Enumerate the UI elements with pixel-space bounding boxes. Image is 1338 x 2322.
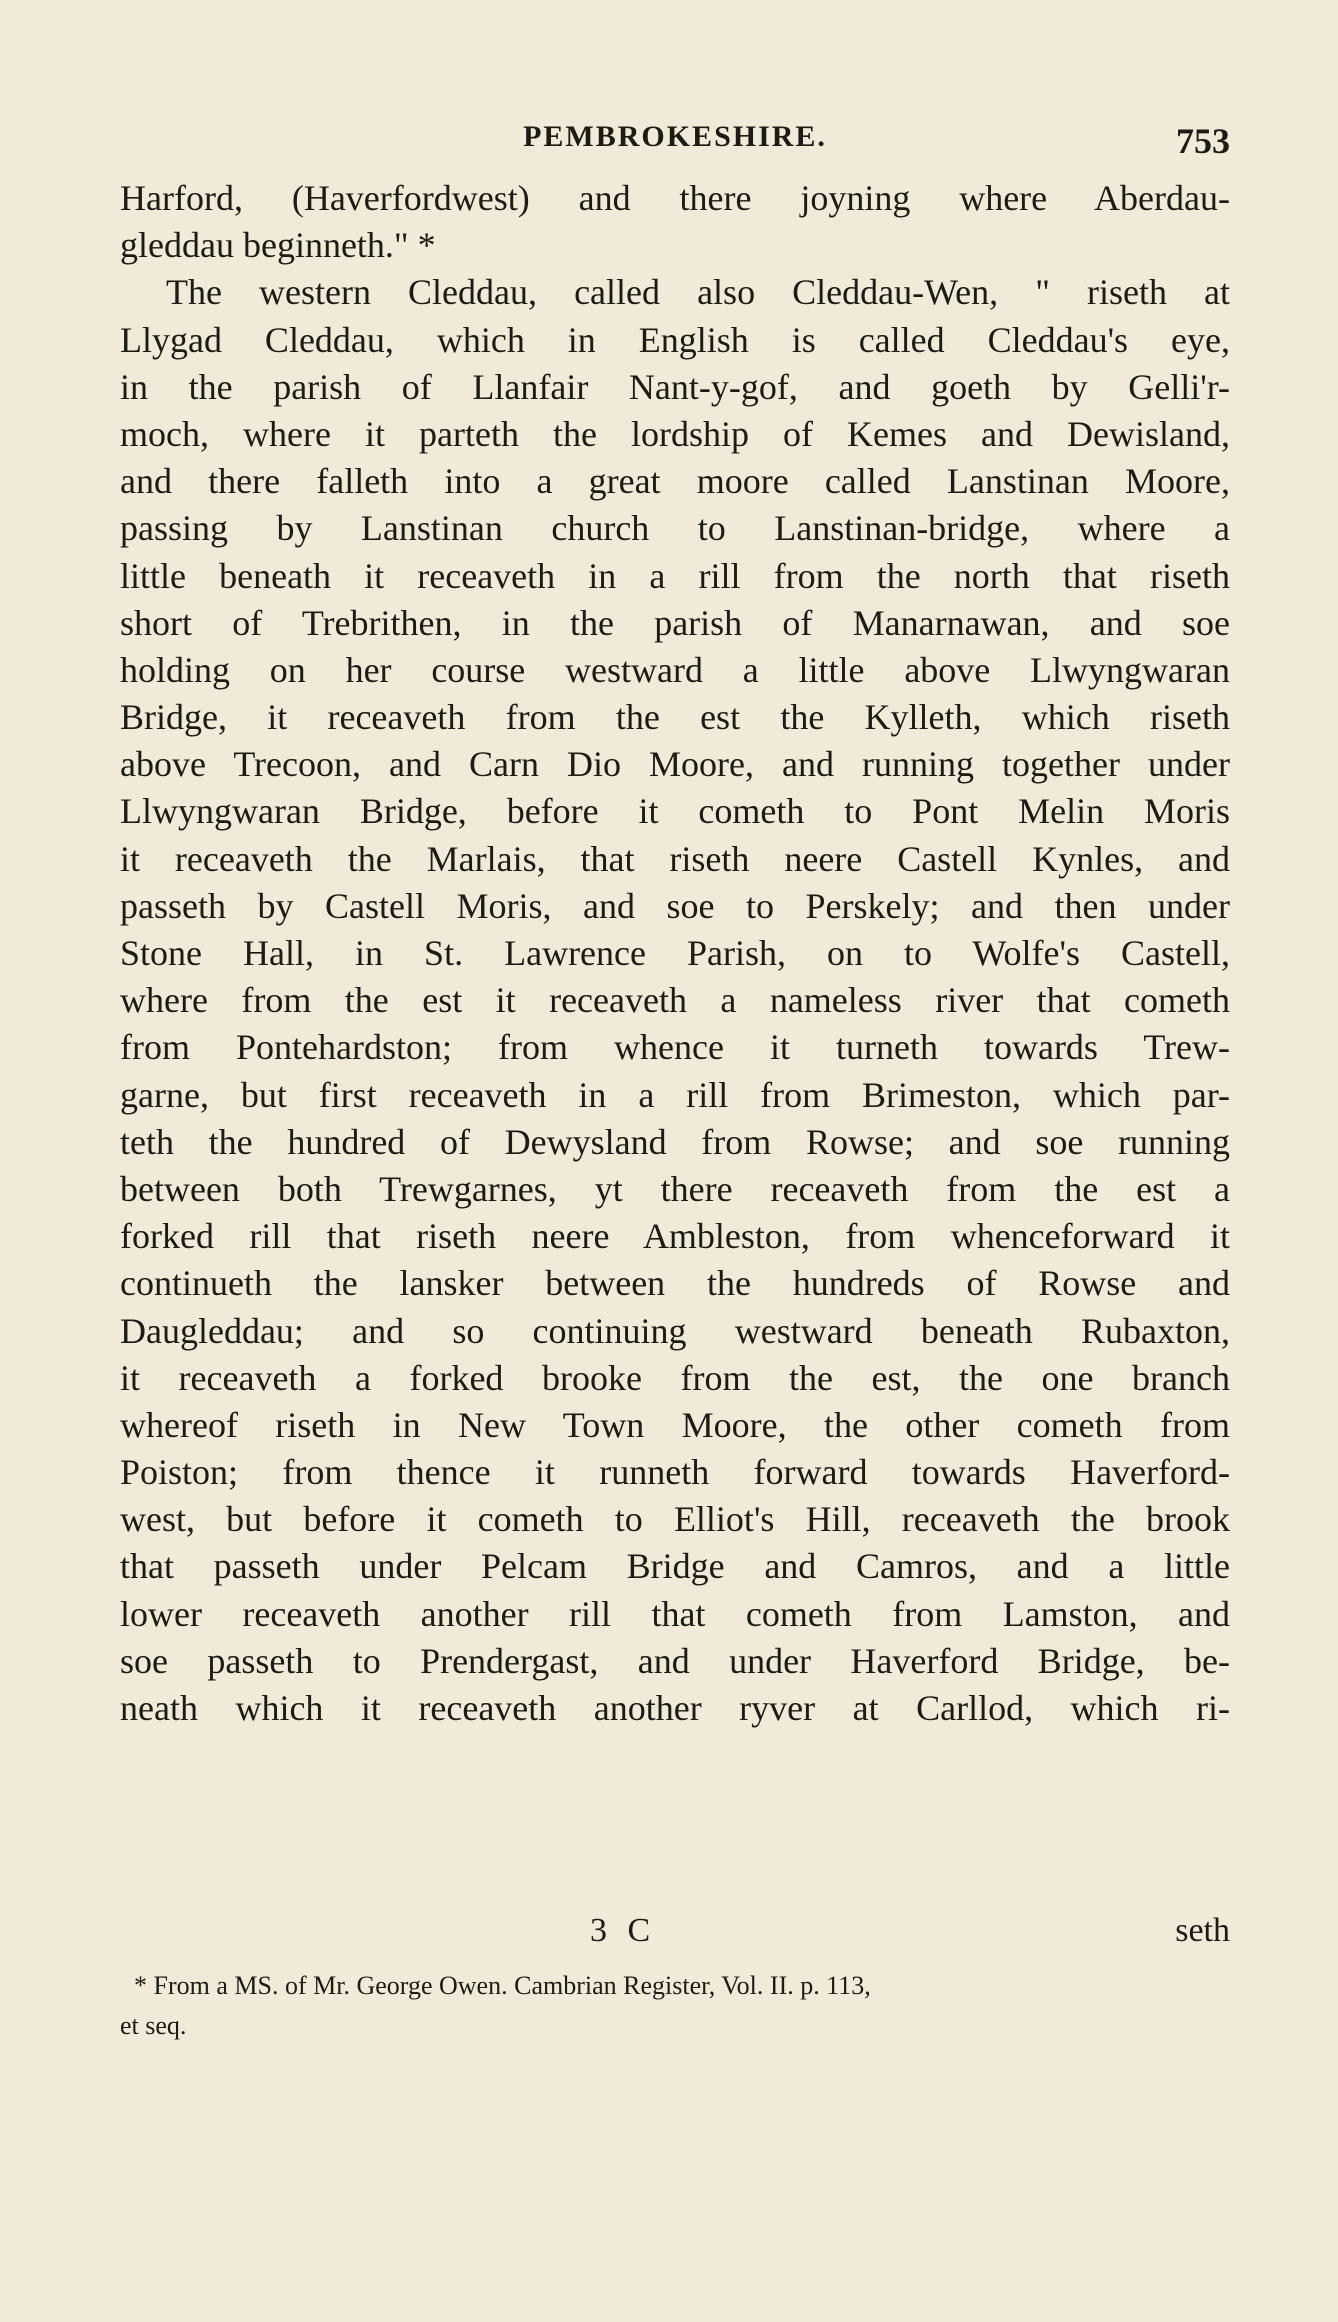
text-line: whereof riseth in New Town Moore, the other cometh from [120, 1404, 1230, 1445]
footnote-line: * From a MS. of Mr. George Owen. Cambrian Register, Vol. II. p. 113, [134, 1971, 871, 2000]
text-line: teth the hundred of Dewysland from Rowse; and soe running [120, 1121, 1230, 1162]
text-line: and there falleth into a great moore called Lanstinan Moore, [120, 461, 1230, 502]
text-line: short of Trebrithen, in the parish of Manarnawan, and soe [120, 602, 1230, 643]
text-line: The western Cleddau, called also Cleddau-Wen, " riseth at [166, 272, 1230, 313]
text-line: above Trecoon, and Carn Dio Moore, and running together under [120, 744, 1230, 785]
text-line: that passeth under Pelcam Bridge and Camros, and a little [120, 1546, 1230, 1587]
text-line: garne, but first receaveth in a rill from Brimeston, which par- [120, 1074, 1230, 1115]
text-line: little beneath it receaveth in a rill from the north that riseth [120, 555, 1230, 596]
running-title: PEMBROKESHIRE. [523, 120, 827, 153]
text-line: Poiston; from thence it runneth forward towards Haverford- [120, 1452, 1230, 1493]
catchword: seth [1175, 1912, 1230, 1949]
text-line: holding on her course westward a little above Llwyngwaran [120, 649, 1230, 690]
text-line: in the parish of Llanfair Nant-y-gof, and goeth by Gelli'r- [120, 366, 1230, 407]
text-line: west, but before it cometh to Elliot's Hill, receaveth the brook [120, 1499, 1230, 1540]
signature-mark: 3 C [590, 1912, 657, 1949]
text-line: Bridge, it receaveth from the est the Kylleth, which riseth [120, 697, 1230, 738]
text-line: it receaveth a forked brooke from the est, the one branch [120, 1357, 1230, 1398]
text-line: continueth the lansker between the hundreds of Rowse and [120, 1263, 1230, 1304]
signature-row [120, 1912, 1230, 1956]
footnote [120, 1966, 1230, 2046]
text-line: gleddau beginneth." * [120, 225, 436, 266]
text-line: where from the est it receaveth a nameless river that cometh [120, 980, 1230, 1021]
text-line: lower receaveth another rill that cometh from Lamston, and [120, 1593, 1230, 1634]
footnote-line: et seq. [120, 2011, 187, 2040]
text-line: soe passeth to Prendergast, and under Haverford Bridge, be- [120, 1640, 1230, 1681]
text-line: Stone Hall, in St. Lawrence Parish, on to Wolfe's Castell, [120, 933, 1230, 973]
text-line: Llygad Cleddau, which in English is called Cleddau's eye, [120, 319, 1230, 360]
text-line: neath which it receaveth another ryver at Carllod, which ri- [120, 1688, 1230, 1728]
page-header [120, 120, 1230, 170]
text-line: Daugleddau; and so continuing westward beneath Rubaxton, [120, 1310, 1230, 1351]
text-line: moch, where it parteth the lordship of Kemes and Dewisland, [120, 413, 1230, 454]
text-line: Llwyngwaran Bridge, before it cometh to Pont Melin Moris [120, 791, 1230, 832]
text-line: passeth by Castell Moris, and soe to Perskely; and then under [120, 885, 1230, 926]
text-line: from Pontehardston; from whence it turneth towards Trew- [120, 1027, 1230, 1068]
text-line: forked rill that riseth neere Ambleston, from whenceforward it [120, 1216, 1230, 1257]
text-line: between both Trewgarnes, yt there receaveth from the est a [120, 1168, 1230, 1209]
text-line: it receaveth the Marlais, that riseth neere Castell Kynles, and [120, 838, 1230, 879]
text-line: Harford, (Haverfordwest) and there joyning where Aberdau- [120, 178, 1230, 218]
body-text [120, 175, 1230, 1732]
page-number: 753 [1176, 121, 1230, 161]
text-line: passing by Lanstinan church to Lanstinan-bridge, where a [120, 508, 1230, 549]
